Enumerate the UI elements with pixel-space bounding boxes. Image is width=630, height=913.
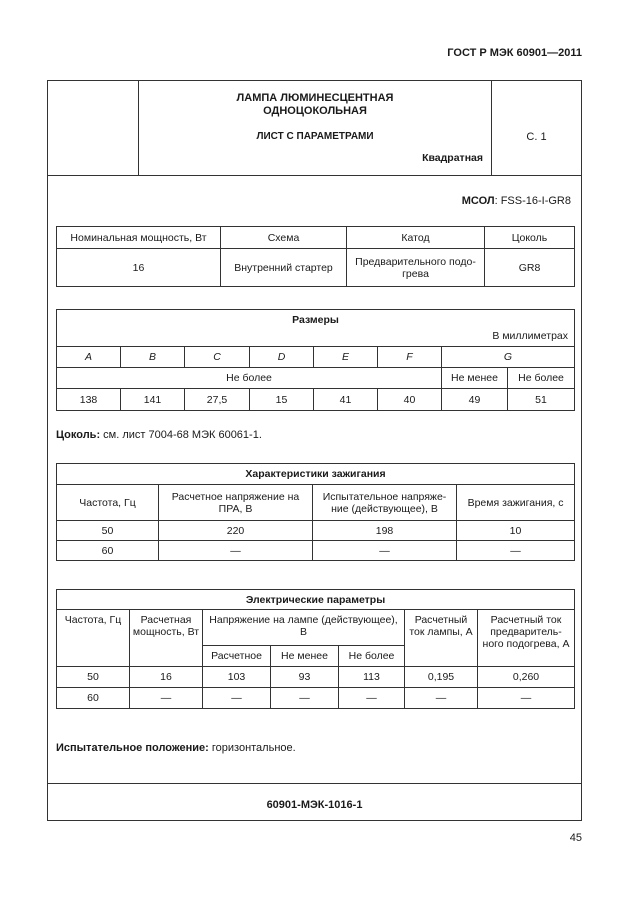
iec-designation <box>462 195 571 207</box>
electrical-header-frequency: Частота, Гц <box>57 610 130 667</box>
dim-limit-not-more: Не более <box>57 368 442 389</box>
electrical-subheader-rated: Расчетное <box>203 646 271 667</box>
ignition-cell: — <box>457 541 575 561</box>
electrical-subheader-max: Не более <box>339 646 405 667</box>
test-position-label: Испытательное положение: <box>56 742 209 754</box>
page-number: 45 <box>569 832 582 844</box>
dimensions-unit: В миллиметрах <box>492 330 568 342</box>
dim-col-e: E <box>314 347 378 368</box>
electrical-cell: — <box>478 688 575 709</box>
sheet-label: ЛИСТ С ПАРАМЕТРАМИ <box>256 131 374 142</box>
dimensions-table <box>56 309 575 411</box>
ignition-header-time: Время зажигания, с <box>457 485 575 521</box>
test-position <box>56 742 296 754</box>
dim-limit-not-more-g: Не более <box>508 368 575 389</box>
lamp-shape: Квадратная <box>422 152 483 164</box>
dim-value-c: 27,5 <box>185 389 250 411</box>
title-block <box>48 81 581 176</box>
lamp-title: ЛАМПА ЛЮМИНЕСЦЕНТНАЯ ОДНОЦОКОЛЬНАЯ <box>236 92 394 117</box>
dim-col-a: A <box>57 347 121 368</box>
electrical-header-power: Расчетная мощность, Вт <box>130 610 203 667</box>
ignition-cell: 60 <box>57 541 159 561</box>
ignition-cell: 10 <box>457 521 575 541</box>
cell-base: GR8 <box>485 249 575 287</box>
electrical-cell: — <box>405 688 478 709</box>
dim-value-d: 15 <box>250 389 314 411</box>
header-cathode: Катод <box>347 227 485 249</box>
electrical-cell: 50 <box>57 667 130 688</box>
dim-limit-not-less: Не менее <box>442 368 508 389</box>
ignition-cell: 198 <box>313 521 457 541</box>
electrical-header-voltage: Напряжение на лампе (действующее), В <box>203 610 405 646</box>
main-parameters-table <box>56 226 575 287</box>
ignition-title: Характеристики зажигания <box>57 464 575 485</box>
electrical-header-preheat: Расчетный ток предваритель-ного подогрева, А <box>478 610 575 667</box>
iec-value: : FSS-16-I-GR8 <box>494 195 571 207</box>
electrical-cell: 103 <box>203 667 271 688</box>
electrical-cell: — <box>271 688 339 709</box>
cell-cathode: Предварительного подо-грева <box>347 249 485 287</box>
ignition-table <box>56 463 575 561</box>
electrical-cell: 60 <box>57 688 130 709</box>
header-power: Номинальная мощность, Вт <box>57 227 221 249</box>
ignition-header-frequency: Частота, Гц <box>57 485 159 521</box>
sheet-page: С. 1 <box>526 131 547 143</box>
electrical-cell: 0,195 <box>405 667 478 688</box>
base-note-label: Цоколь: <box>56 429 101 441</box>
electrical-cell: 93 <box>271 667 339 688</box>
dim-value-g-min: 49 <box>442 389 508 411</box>
dim-value-a: 138 <box>57 389 121 411</box>
cell-circuit: Внутренний стартер <box>221 249 347 287</box>
dim-value-f: 40 <box>378 389 442 411</box>
title-center-cell <box>139 81 492 175</box>
header-circuit: Схема <box>221 227 347 249</box>
ignition-cell: 50 <box>57 521 159 541</box>
electrical-cell: 0,260 <box>478 667 575 688</box>
ignition-cell: 220 <box>159 521 313 541</box>
cell-power: 16 <box>57 249 221 287</box>
electrical-title: Электрические параметры <box>57 590 575 610</box>
electrical-table <box>56 589 575 709</box>
ignition-header-ballast-voltage: Расчетное напряжение на ПРА, В <box>159 485 313 521</box>
electrical-cell: 16 <box>130 667 203 688</box>
standard-header: ГОСТ Р МЭК 60901—2011 <box>447 47 582 59</box>
base-note-text: см. лист 7004-68 МЭК 60061-1. <box>100 429 262 441</box>
dim-value-e: 41 <box>314 389 378 411</box>
electrical-cell: — <box>203 688 271 709</box>
title-left-cell <box>48 81 139 175</box>
dim-col-d: D <box>250 347 314 368</box>
dimensions-title: Размеры <box>292 314 339 326</box>
electrical-cell: — <box>130 688 203 709</box>
base-note <box>56 429 262 441</box>
electrical-header-current: Расчетный ток лампы, А <box>405 610 478 667</box>
footer-divider <box>48 783 581 784</box>
test-position-text: горизонтальное. <box>208 742 296 754</box>
iec-label: МСОЛ <box>461 195 495 207</box>
electrical-cell: 113 <box>339 667 405 688</box>
dim-col-c: C <box>185 347 250 368</box>
title-right-cell <box>492 81 581 175</box>
electrical-cell: — <box>339 688 405 709</box>
ignition-cell: — <box>313 541 457 561</box>
sheet-code: 60901-МЭК-1016-1 <box>266 799 363 811</box>
ignition-cell: — <box>159 541 313 561</box>
ignition-header-test-voltage: Испытательное напряже-ние (действующее), В <box>313 485 457 521</box>
dim-value-g-max: 51 <box>508 389 575 411</box>
dim-col-b: B <box>121 347 185 368</box>
dim-col-f: F <box>378 347 442 368</box>
data-sheet-frame <box>47 80 582 821</box>
dim-value-b: 141 <box>121 389 185 411</box>
electrical-subheader-min: Не менее <box>271 646 339 667</box>
dim-col-g: G <box>442 347 575 368</box>
header-base: Цоколь <box>485 227 575 249</box>
